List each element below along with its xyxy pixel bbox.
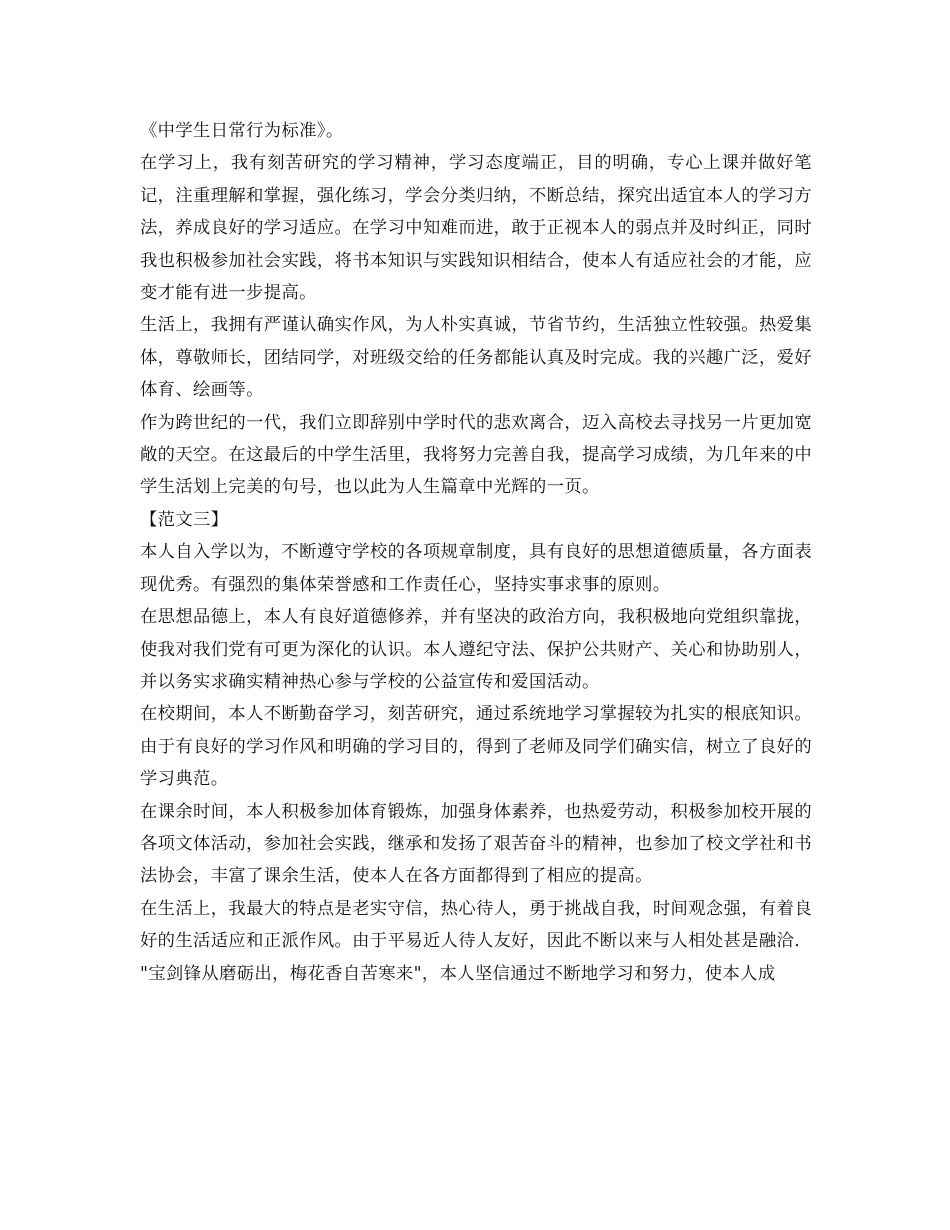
paragraph-generation: 作为跨世纪的一代，我们立即辞别中学时代的悲欢离合，迈入高校去寻找另一片更加宽敞的天空。在这最后的中学生活里，我将努力完善自我，提高学习成绩，为几年来的中学生活划上完美的句号，也以此为人生篇章中光辉的一页。 (140, 412, 812, 498)
paragraph-quote: "宝剑锋从磨砺出，梅花香自苦寒来"，本人坚信通过不断地学习和努力，使本人成 (140, 963, 776, 984)
section-heading-sample-three: 【范文三】 (140, 509, 229, 530)
paragraph-study: 在学习上，我有刻苦研究的学习精神，学习态度端正，目的明确，专心上课并做好笔记，注重理解和掌握，强化练习，学会分类归纳，不断总结，探究出适宜本人的学习方法，养成良好的学习适应。在学习中知难而进，敢于正视本人的弱点并及时纠正，同时我也积极参加社会实践，将书本知识与实践知识相结合，使本人有适应社会的才能，应变才能有进一步提高。 (140, 153, 812, 304)
paragraph-standards-ref: 《中学生日常行为标准》。 (140, 121, 344, 141)
paragraph-intro: 本人自入学以为，不断遵守学校的各项规章制度，具有良好的思想道德质量，各方面表现优秀。有强烈的集体荣誉感和工作责任心，坚持实事求事的原则。 (140, 542, 812, 595)
paragraph-school-study: 在校期间，本人不断勤奋学习，刻苦研究，通过系统地学习掌握较为扎实的根底知识。由于有良好的学习作风和明确的学习目的，得到了老师及同学们确实信，树立了良好的学习典范。 (140, 704, 812, 790)
document-body (140, 115, 812, 990)
paragraph-morality: 在思想品德上，本人有良好道德修养，并有坚决的政治方向，我积极地向党组织靠拢，使我对我们党有可更为深化的认识。本人遵纪守法、保护公共财产、关心和协助别人，并以务实求确实精神热心参与学校的公益宣传和爱国活动。 (140, 607, 812, 692)
paragraph-life: 生活上，我拥有严谨认确实作风，为人朴实真诚，节省节约，生活独立性较强。热爱集体，尊敬师长，团结同学，对班级交给的任务都能认真及时完成。我的兴趣广泛，爱好体育、绘画等。 (140, 315, 812, 401)
paragraph-personal-life: 在生活上，我最大的特点是老实守信，热心待人，勇于挑战自我，时间观念强，有着良好的生活适应和正派作风。由于平易近人待人友好，因此不断以来与人相处甚是融洽. (140, 898, 812, 952)
paragraph-spare-time: 在课余时间，本人积极参加体育锻炼，加强身体素养，也热爱劳动，积极参加校开展的各项文体活动，参加社会实践，继承和发扬了艰苦奋斗的精神，也参加了校文学社和书法协会，丰富了课余生活，使本人在各方面都得到了相应的提高。 (140, 801, 812, 887)
